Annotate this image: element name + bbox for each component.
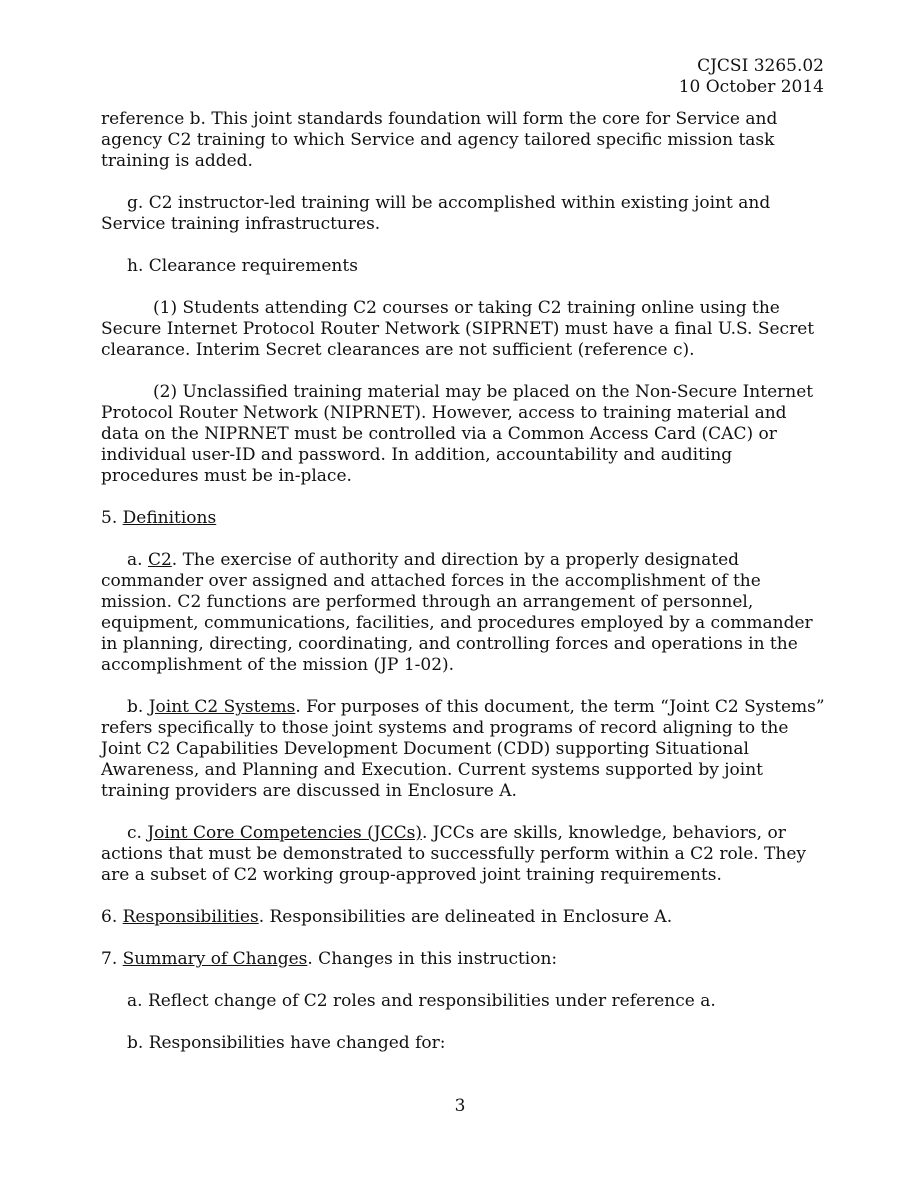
definition-term: C2 <box>147 550 172 570</box>
section-text: . Responsibilities are delineated in Enclosure A. <box>258 907 673 927</box>
section-title: Responsibilities <box>122 907 259 927</box>
section-5-heading <box>101 508 826 529</box>
section-number: 6. <box>101 907 123 927</box>
definition-term: Joint Core Competencies (JCCs) <box>147 823 422 843</box>
change-item-b: b. Responsibilities have changed for: <box>127 1033 446 1053</box>
paragraph-4g: g. C2 instructor-led training will be accomplished within existing joint and Service training infrastructures. <box>101 193 771 234</box>
page-number: 3 <box>454 1096 466 1116</box>
definition-term: Joint C2 Systems <box>148 697 296 717</box>
definition-joint-c2-systems <box>101 697 826 802</box>
section-6 <box>101 907 826 928</box>
section-text: . Changes in this instruction: <box>307 949 558 969</box>
section-7 <box>101 949 826 970</box>
definition-jccs <box>101 823 826 886</box>
paragraph-4h-2: (2) Unclassified training material may be placed on the Non-Secure Internet Protocol Router Network (NIPRNET). However, access to training material and data on the NIPRNET must be controlled via a Common Access Card (CAC) or individual user-ID and password. In addition, accountability and auditing procedures must be in-place. <box>101 382 814 486</box>
document-body <box>101 109 826 1075</box>
change-item-a: a. Reflect change of C2 roles and responsibilities under reference a. <box>127 991 716 1011</box>
definition-text: . JCCs are skills, knowledge, behaviors, or actions that must be demonstrated to successfully perform within a C2 role. They are a subset of C2 working group-approved joint training requirements. <box>101 823 807 885</box>
paragraph-4h-1: (1) Students attending C2 courses or taking C2 training online using the Secure Internet Protocol Router Network (SIPRNET) must have a final U.S. Secret clearance. Interim Secret clearances are not sufficient (reference c). <box>101 298 815 360</box>
document-date: 10 October 2014 <box>678 77 824 97</box>
section-number: 7. <box>101 949 123 969</box>
definition-text: . For purposes of this document, the term “Joint C2 Systems” refers specifically to those joint systems and programs of record aligning to the Joint C2 Capabilities Development Document (CDD) supporting Situational Awareness, and Planning and Execution. Current systems supported by joint training providers are discussed in Enclosure A. <box>101 697 825 801</box>
paragraph-4h: h. Clearance requirements <box>127 256 358 276</box>
item-letter: a. <box>127 550 148 570</box>
paragraph-continuation: reference b. This joint standards foundation will form the core for Service and agency C2 training to which Service and agency tailored specific mission task training is added. <box>101 109 778 171</box>
document-id: CJCSI 3265.02 <box>697 56 824 76</box>
section-title: Summary of Changes <box>122 949 308 969</box>
section-number: 5. <box>101 508 123 528</box>
definition-text: . The exercise of authority and direction by a properly designated commander over assigned and attached forces in the accomplishment of the mission. C2 functions are performed through an arrangement of personnel, equipment, communications, facilities, and procedures employed by a commander in planning, directing, coordinating, and controlling forces and operations in the accomplishment of the mission (JP 1-02). <box>101 550 813 675</box>
definition-c2 <box>101 550 826 676</box>
section-title: Definitions <box>122 508 217 528</box>
item-letter: c. <box>127 823 148 843</box>
document-header <box>679 56 824 98</box>
item-letter: b. <box>127 697 149 717</box>
